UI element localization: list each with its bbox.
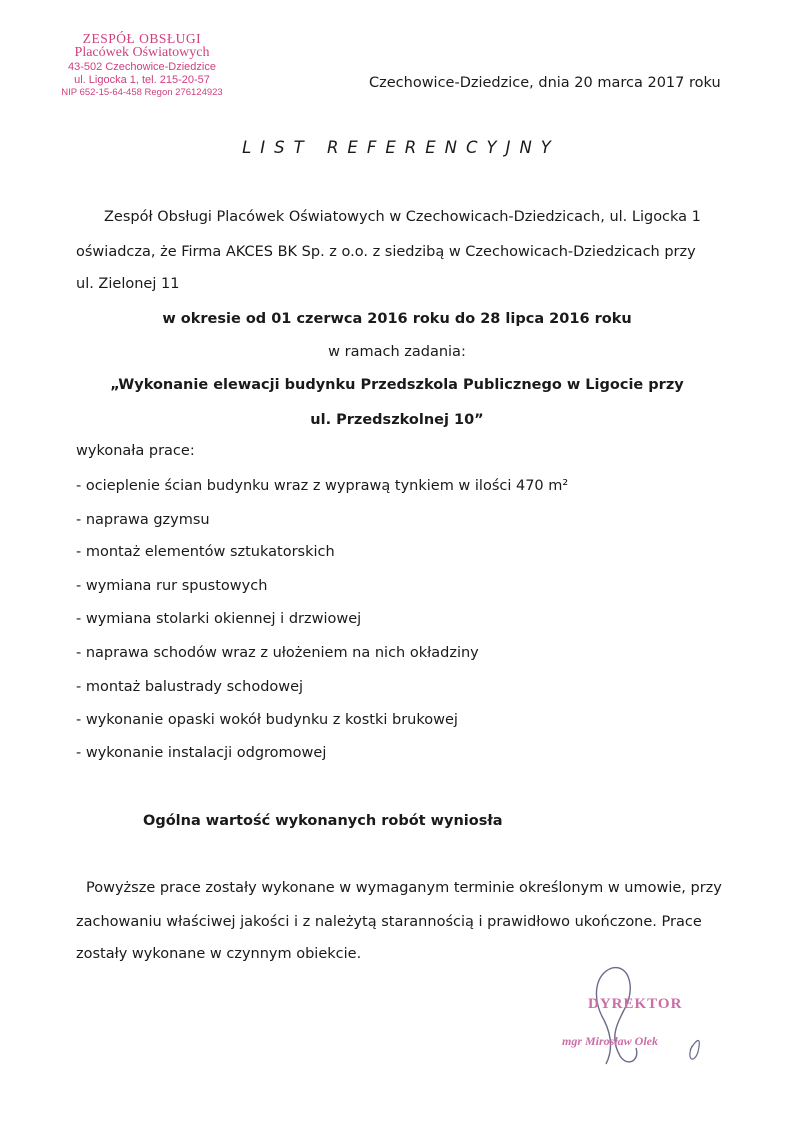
list-item: - naprawa schodów wraz z ułożeniem na nich okładziny (76, 645, 479, 661)
list-item: - naprawa gzymsu (76, 512, 210, 528)
closing-line-3: zostały wykonane w czynnym obiekcie. (76, 946, 362, 962)
list-item: - wymiana rur spustowych (76, 578, 268, 594)
closing-line-1: Powyższe prace zostały wykonane w wymaganym terminie określonym w umowie, przy (86, 880, 722, 896)
task-name-line-2: ul. Przedszkolnej 10” (310, 412, 484, 428)
list-item: - ocieplenie ścian budynku wraz z wyprawą tynkiem w ilości 470 m² (76, 478, 569, 494)
intro-line-3: ul. Zielonej 11 (76, 276, 180, 292)
stamp-line-2: Placówek Oświatowych (74, 44, 210, 60)
signature-name: mgr Mirosław Olek (562, 1034, 659, 1048)
list-item: - wykonanie instalacji odgromowej (76, 745, 327, 761)
stamp-line-4: ul. Ligocka 1, tel. 215-20-57 (74, 73, 210, 86)
stamp-line-5: NIP 652-15-64-458 Regon 276124923 (61, 86, 223, 98)
stamp-line-3: 43-502 Czechowice-Dziedzice (68, 60, 216, 73)
list-item: - wymiana stolarki okiennej i drzwiowej (76, 611, 362, 627)
institution-stamp (50, 32, 234, 97)
closing-line-2: zachowaniu właściwej jakości i z należytą starannością i prawidłowo ukończone. Prace (76, 914, 702, 930)
document-title: LIST REFERENCYJNY (242, 138, 560, 157)
stamp-line-1: ZESPÓŁ OBSŁUGI (82, 31, 202, 46)
works-intro: wykonała prace: (76, 443, 195, 459)
list-item: - montaż balustrady schodowej (76, 679, 304, 695)
task-name-line-1: „Wykonanie elewacji budynku Przedszkola Publicznego w Ligocie przy (110, 377, 684, 393)
place-and-date: Czechowice-Dziedzice, dnia 20 marca 2017 roku (369, 75, 721, 91)
list-item: - montaż elementów sztukatorskich (76, 544, 335, 560)
period-line: w okresie od 01 czerwca 2016 roku do 28 lipca 2016 roku (162, 311, 632, 327)
director-signature-stamp (540, 960, 730, 1070)
intro-line-1: Zespół Obsługi Placówek Oświatowych w Czechowicach-Dziedzicach, ul. Ligocka 1 (104, 209, 701, 225)
list-item: - wykonanie opaski wokół budynku z kostki brukowej (76, 712, 458, 728)
signature-title: DYREKTOR (588, 996, 683, 1012)
handwritten-signature (540, 960, 730, 1070)
task-intro: w ramach zadania: (328, 344, 466, 360)
total-value-line: Ogólna wartość wykonanych robót wyniosła (143, 813, 503, 829)
intro-line-2: oświadcza, że Firma AKCES BK Sp. z o.o. z siedzibą w Czechowicach-Dziedzicach przy (76, 244, 696, 260)
